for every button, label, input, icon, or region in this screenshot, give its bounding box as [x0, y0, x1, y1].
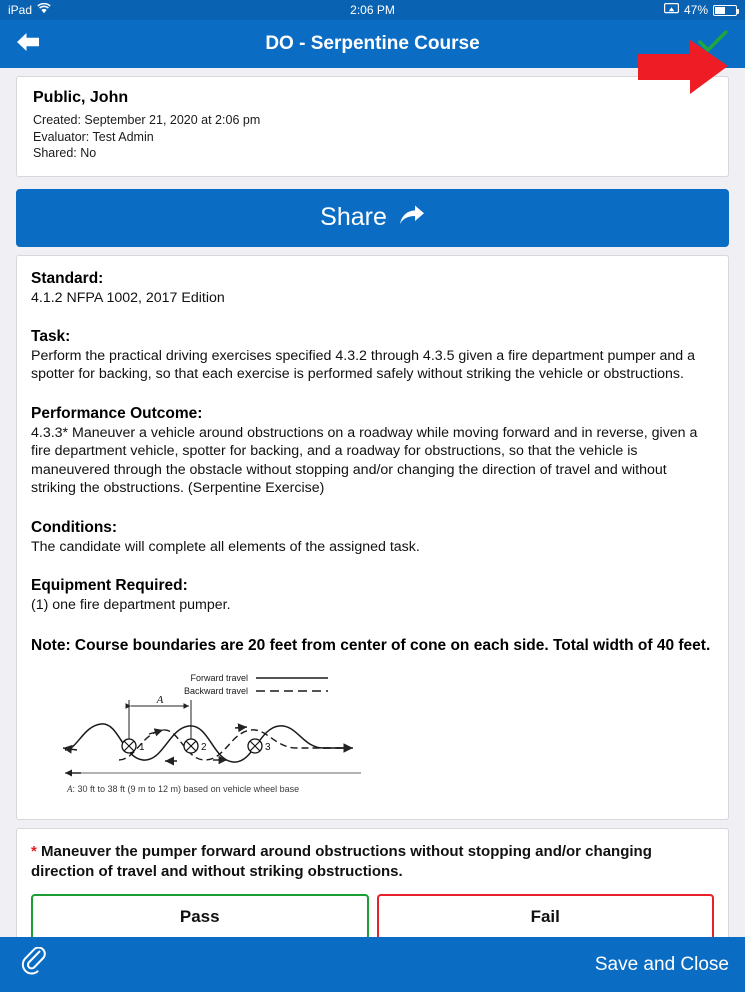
candidate-name: Public, John	[33, 89, 129, 106]
svg-text:1: 1	[139, 742, 145, 754]
diagram-caption: A: 30 ft to 38 ft (9 m to 12 m) based on vehicle wheel base	[67, 784, 300, 795]
dimension-a-label: A	[156, 694, 164, 707]
performance-outcome-heading: Performance Outcome:	[31, 404, 203, 422]
status-bar-right	[664, 3, 737, 18]
back-button[interactable]	[0, 20, 56, 68]
share-arrow-icon	[399, 204, 425, 231]
cone-marker-3	[248, 739, 271, 753]
navigation-bar	[0, 20, 745, 68]
standard-details-card	[16, 255, 729, 821]
paperclip-icon	[20, 947, 48, 982]
legend-backward-label: Backward travel	[183, 686, 248, 697]
pass-button[interactable]: Pass	[31, 894, 369, 937]
airplay-icon	[664, 3, 679, 18]
criterion-text	[31, 842, 714, 882]
evaluator-line: Evaluator: Test Admin	[33, 129, 154, 144]
back-arrow-icon	[14, 30, 42, 59]
standard-body: 4.1.2 NFPA 1002, 2017 Edition	[31, 289, 225, 306]
navigation-bar-right	[693, 22, 745, 66]
scroll-content[interactable]	[0, 68, 745, 937]
equipment-heading: Equipment Required:	[31, 577, 188, 595]
device-label: iPad	[8, 3, 33, 17]
shared-line: Shared: No	[33, 146, 97, 160]
battery-icon	[713, 5, 737, 16]
note-text: Note: Course boundaries are 20 feet from center of cone on each side. Total width of 40 feet.	[31, 636, 711, 654]
standard-heading: Standard:	[31, 269, 104, 287]
legend-forward-label: Forward travel	[190, 673, 248, 684]
task-heading: Task:	[31, 327, 71, 345]
share-button[interactable]	[16, 189, 729, 247]
attachment-button[interactable]	[16, 945, 52, 985]
page-title: DO - Serpentine Course	[265, 33, 480, 54]
performance-outcome-body: 4.3.3* Maneuver a vehicle around obstructions on a roadway while moving forward and in reverse, given a fire department vehicle, spotter for backing, and a roadway for obstructions, so that the vehicle is maneuvered through the obstacle without stopping and/or changing the direction of travel and without striking the obstructions. (Serpentine Exercise)	[31, 424, 698, 497]
checkmark-icon	[698, 29, 728, 60]
share-button-label: Share	[320, 203, 387, 231]
conditions-heading: Conditions:	[31, 518, 118, 536]
status-bar-clock: 2:06 PM	[350, 3, 395, 17]
save-and-close-button[interactable]: Save and Close	[594, 953, 729, 975]
status-bar	[0, 0, 745, 20]
candidate-info-card	[16, 76, 729, 177]
serpentine-course-diagram	[31, 668, 714, 801]
conditions-body: The candidate will complete all elements of the assigned task.	[31, 538, 420, 555]
bottom-toolbar	[0, 937, 745, 992]
required-marker: *	[31, 843, 37, 861]
equipment-body: (1) one fire department pumper.	[31, 597, 231, 614]
created-line: Created: September 21, 2020 at 2:06 pm	[33, 113, 261, 127]
svg-text:2: 2	[201, 742, 207, 754]
cone-marker-2	[184, 739, 207, 753]
pass-fail-row	[31, 894, 714, 937]
svg-text:3: 3	[265, 742, 271, 754]
task-body: Perform the practical driving exercises specified 4.3.2 through 4.3.5 given a fire department pumper and a spotter for backing, so that each exercise is performed safely without striking the vehicle or obstructions.	[31, 347, 696, 383]
fail-button[interactable]: Fail	[377, 894, 715, 937]
battery-percent-label: 47%	[683, 3, 708, 17]
criterion-card	[16, 828, 729, 937]
confirm-button[interactable]	[693, 22, 733, 66]
criterion-body: Maneuver the pumper forward around obstructions without stopping and/or changing direction of travel and without striking obstructions.	[31, 843, 652, 881]
cone-marker-1	[122, 739, 145, 753]
